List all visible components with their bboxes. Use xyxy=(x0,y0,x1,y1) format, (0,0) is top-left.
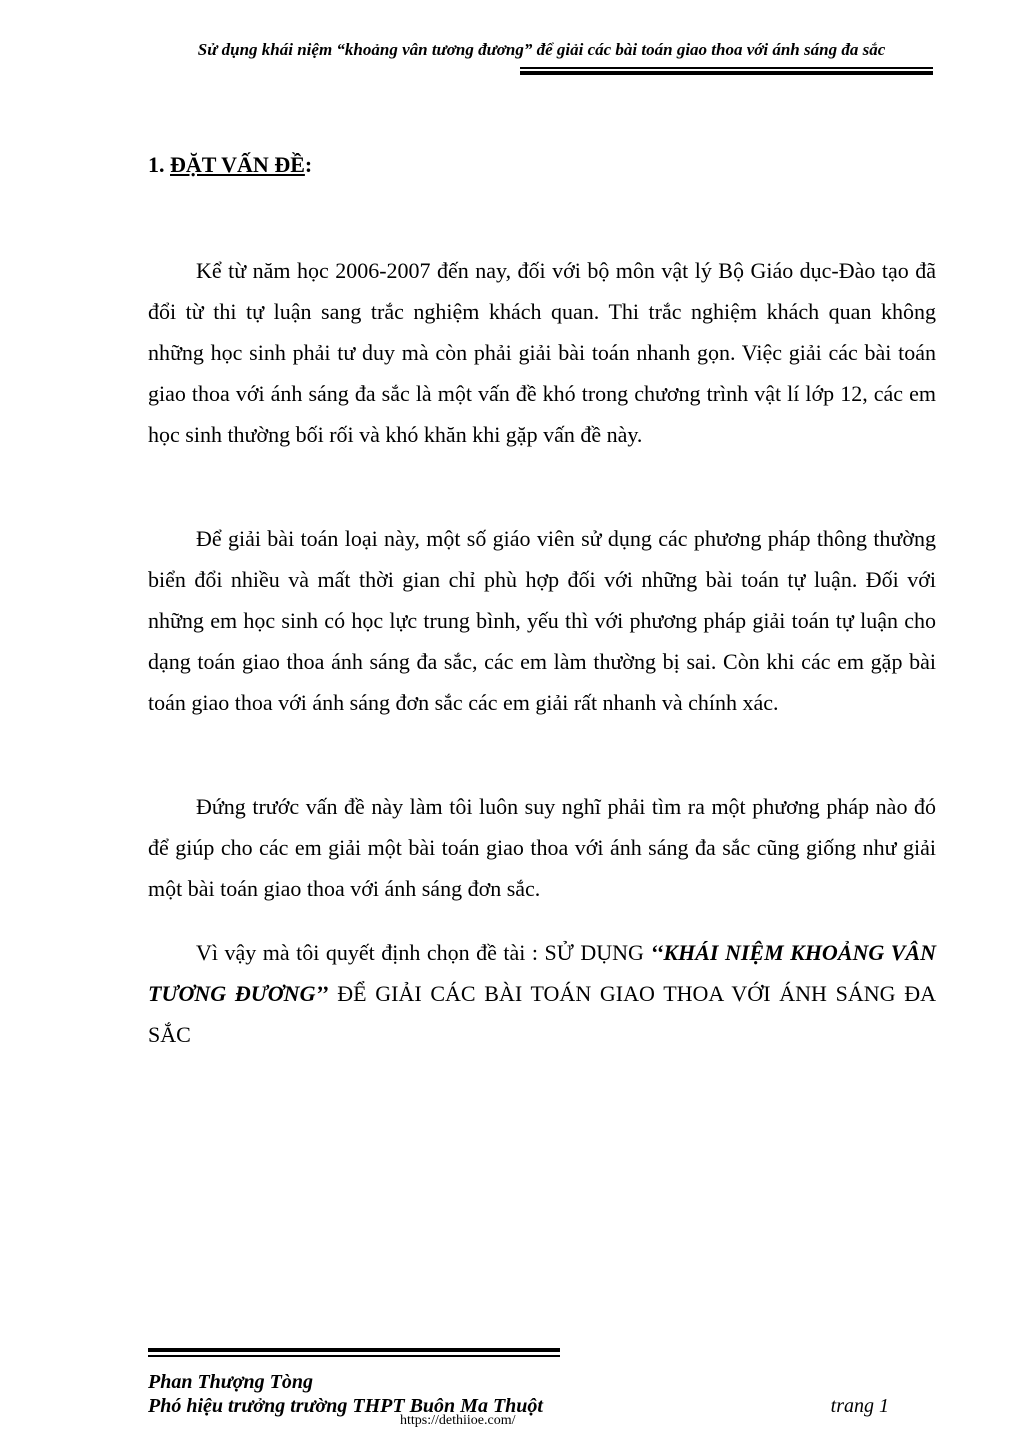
paragraph-4-emphasis: ‘‘KHÁI NIỆM KHOẢNG VÂN TƯƠNG ĐƯƠNG’’ xyxy=(148,940,937,1006)
paragraph-2: Để giải bài toán loại này, một số giáo viên sử dụng các phương pháp thông thường biển đổi nhiều và mất thời gian chỉ phù hợp đối với những bài toán tự luận. Đối với những em học sinh có học lực trung bình, yếu thì với phương pháp giải toán tự luận cho dạng toán giao thoa ánh sáng đa sắc, các em làm thường bị sai. Còn khi các em gặp bài toán giao thoa với ánh sáng đơn sắc các em giải rất nhanh và chính xác. xyxy=(148,526,936,715)
footer-url[interactable]: https://dethiioe.com/ xyxy=(400,1413,516,1428)
section-heading xyxy=(148,152,312,178)
section-colon: : xyxy=(304,152,313,177)
header-rule xyxy=(520,67,933,69)
header-rule-thick xyxy=(520,71,933,75)
footer-author: Phan Thượng Tòng xyxy=(148,1371,313,1393)
section-number: 1. xyxy=(148,152,170,177)
section-heading-text: ĐẶT VẤN ĐỀ xyxy=(170,152,305,177)
paragraph-4-start: Vì vậy mà tôi quyết định chọn đề tài : SỬ DỤNG xyxy=(196,940,651,965)
header-title: Sử dụng khái niệm “khoảng vân tương đương” để giải các bài toán giao thoa với ánh sáng đa sắc xyxy=(197,40,886,59)
paragraph-4 xyxy=(148,932,936,1055)
page-number: trang 1 xyxy=(830,1395,889,1417)
footer-role: Phó hiệu trưởng trường THPT Buôn Ma Thuột xyxy=(148,1395,543,1417)
paragraph-3: Đứng trước vấn đề này làm tôi luôn suy nghĩ phải tìm ra một phương pháp nào đó để giúp cho các em giải một bài toán giao thoa với ánh sáng đa sắc cũng giống như giải một bài toán giao thoa với ánh sáng đơn sắc. xyxy=(148,794,936,901)
footer-rule xyxy=(148,1355,560,1357)
footer-rule-thick xyxy=(148,1348,560,1352)
paragraph-4-end: ĐỂ GIẢI CÁC BÀI TOÁN GIAO THOA VỚI ÁNH SÁNG ĐA SẮC xyxy=(148,981,936,1047)
paragraph-1: Kể từ năm học 2006-2007 đến nay, đối với bộ môn vật lý Bộ Giáo dục-Đào tạo đã đổi từ thi tự luận sang trắc nghiệm khách quan. Thi trắc nghiệm khách quan không những học sinh phải tư duy mà còn phải giải bài toán nhanh gọn. Việc giải các bài toán giao thoa với ánh sáng đa sắc là một vấn đề khó trong chương trình vật lí lớp 12, các em học sinh thường bối rối và khó khăn khi gặp vấn đề này. xyxy=(148,258,936,447)
